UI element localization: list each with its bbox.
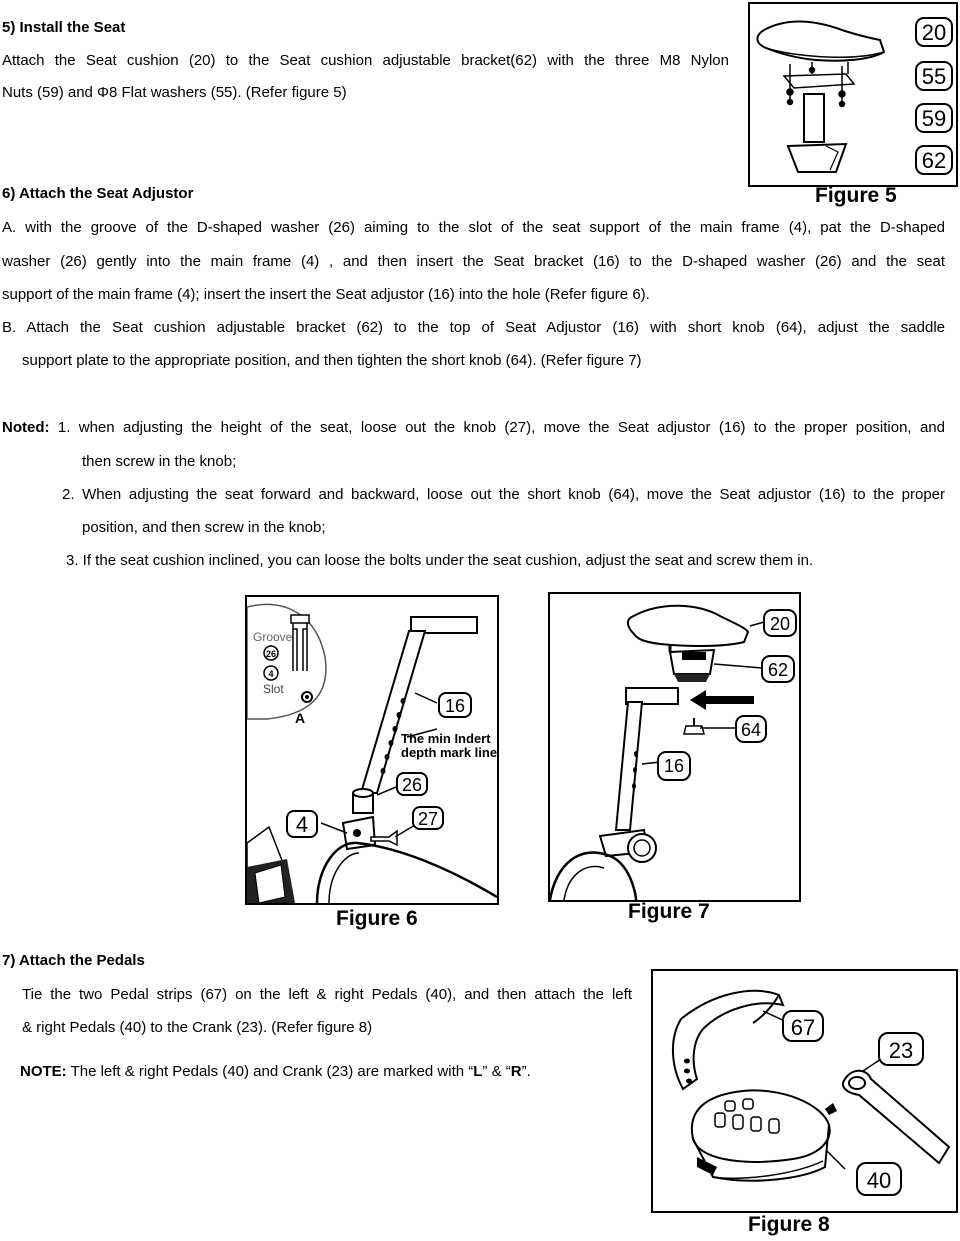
inset-slot-label: Slot bbox=[263, 682, 284, 696]
inset-letter-a: A bbox=[295, 710, 306, 726]
figure-5-callout-55: 55 bbox=[921, 64, 947, 89]
figure-8-callout-40: 40 bbox=[866, 1168, 892, 1193]
section-7-note bbox=[20, 1063, 531, 1081]
depth-mark-line-1: The min Indert bbox=[401, 731, 491, 746]
note-1-line-2: then screw in the knob; bbox=[82, 453, 237, 470]
note-left-mark: L bbox=[473, 1063, 483, 1080]
note-1-text: 1. when adjusting the height of the seat, loose out the knob (27), move the Seat adjustor (16) to the proper position, and bbox=[57, 419, 945, 436]
figure-5-caption: Figure 5 bbox=[815, 184, 897, 207]
note-3: 3. If the seat cushion inclined, you can loose the bolts under the seat cushion, adjust the seat and screw them in. bbox=[66, 552, 814, 569]
depth-mark-line-2: depth mark line bbox=[401, 745, 497, 760]
note-right-mark: R bbox=[510, 1063, 522, 1080]
section-6-a-line-2: washer (26) gently into the main frame (4) , and then insert the Seat bracket (16) to the D-shaped washer (26) and the seat bbox=[2, 253, 945, 270]
figure-8-caption: Figure 8 bbox=[748, 1213, 830, 1236]
inset-callout-4: 4 bbox=[268, 669, 274, 679]
note-text-1: The left & right Pedals (40) and Crank (23) are marked with “ bbox=[66, 1063, 474, 1080]
note-2-line-1: 2. When adjusting the seat forward and backward, loose out the short knob (64), move the Seat adjustor (16) to the proper bbox=[62, 486, 945, 503]
section-7-line-1: Tie the two Pedal strips (67) on the left & right Pedals (40), and then attach the left bbox=[22, 986, 632, 1003]
figure-8-callout-23: 23 bbox=[888, 1038, 914, 1063]
section-5-heading: 5) Install the Seat bbox=[2, 19, 126, 36]
figure-6-callout-16: 16 bbox=[444, 696, 466, 716]
figure-6-drawing bbox=[247, 597, 497, 903]
bracket-shape bbox=[788, 144, 846, 172]
post-shape bbox=[804, 94, 824, 142]
section-6-b-line-2: support plate to the appropriate position, and then tighten the short knob (64). (Refer figure 7) bbox=[22, 352, 642, 369]
figure-7-callout-16: 16 bbox=[663, 756, 685, 776]
pedal-strap-shape bbox=[673, 991, 783, 1089]
figure-7-callout-20: 20 bbox=[769, 614, 791, 634]
note-text-2: ” & “ bbox=[482, 1063, 511, 1080]
inset-callout-26: 26 bbox=[265, 649, 277, 659]
figure-8-drawing bbox=[653, 971, 956, 1211]
note-2-line-2: position, and then screw in the knob; bbox=[82, 519, 326, 536]
figure-7-box bbox=[548, 592, 801, 902]
section-6-a-line-1: A. with the groove of the D-shaped washer (26) aiming to the slot of the seat support of the main frame (4), pat the D-shaped bbox=[2, 219, 945, 236]
section-5-line-1: Attach the Seat cushion (20) to the Seat cushion adjustable bracket(62) with the three M8 Nylon bbox=[2, 52, 729, 69]
figure-6-callout-26: 26 bbox=[401, 775, 423, 795]
figure-6-caption: Figure 6 bbox=[336, 907, 418, 930]
section-6-a-line-3: support of the main frame (4); insert the insert the Seat adjustor (16) into the hole (Refer figure 6). bbox=[2, 286, 650, 303]
seat-cushion-shape bbox=[757, 22, 884, 61]
inset-groove-label: Groove bbox=[253, 630, 293, 644]
note-1-line-1 bbox=[2, 419, 945, 437]
figure-5-callout-59: 59 bbox=[921, 106, 947, 131]
figure-6-callout-4: 4 bbox=[295, 812, 309, 837]
figure-7-caption: Figure 7 bbox=[628, 900, 710, 923]
figure-5-callout-20: 20 bbox=[921, 20, 947, 45]
section-7-heading: 7) Attach the Pedals bbox=[2, 952, 145, 969]
figure-7-callout-64: 64 bbox=[740, 720, 762, 740]
section-7-line-2: & right Pedals (40) to the Crank (23). (Refer figure 8) bbox=[22, 1019, 373, 1036]
fig7-seat-shape bbox=[628, 606, 748, 646]
section-6-heading: 6) Attach the Seat Adjustor bbox=[2, 185, 194, 202]
figure-7-drawing bbox=[550, 594, 799, 900]
figure-8-callout-67: 67 bbox=[790, 1015, 816, 1040]
section-6-b-line-1: B. Attach the Seat cushion adjustable bracket (62) to the top of Seat Adjustor (16) with short knob (64), adjust the saddle bbox=[2, 319, 945, 336]
section-5-line-2: Nuts (59) and Φ8 Flat washers (55). (Refer figure 5) bbox=[2, 84, 347, 101]
figure-8-box bbox=[651, 969, 958, 1213]
figure-5-drawing bbox=[750, 4, 956, 185]
figure-5-callout-62: 62 bbox=[921, 148, 947, 173]
fig7-arrow bbox=[690, 690, 754, 710]
inset-circle-shape bbox=[247, 604, 326, 719]
figure-6-box bbox=[245, 595, 499, 905]
figure-7-callout-62: 62 bbox=[767, 660, 789, 680]
note-text-3: ”. bbox=[521, 1063, 531, 1080]
notes-label: Noted: bbox=[2, 419, 50, 436]
figure-6-callout-27: 27 bbox=[417, 809, 439, 829]
mounting-plate-shape bbox=[784, 74, 854, 88]
adjustor-tube bbox=[361, 631, 425, 793]
note-label: NOTE: bbox=[20, 1063, 67, 1080]
figure-5-box bbox=[748, 2, 958, 187]
